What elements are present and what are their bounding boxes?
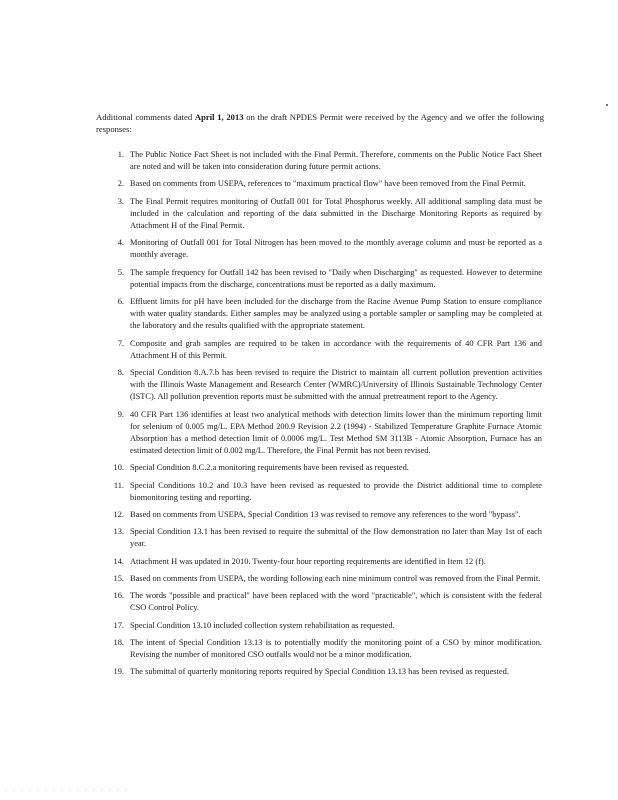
list-item xyxy=(110,480,542,504)
item-text: Effluent limits for pH have been included for the discharge from the Racine Avenue Pump Station to ensure compliance with water quality standards. Either samples may be analyzed using a portable sampler or sampling may be completed at the laboratory and the results qualified with the appropriate statement. xyxy=(130,297,542,331)
item-number: 9. xyxy=(117,409,124,419)
item-number: 6. xyxy=(117,297,124,307)
item-text: The Final Permit requires monitoring of Outfall 001 for Total Phosphorus weekly. All additional sampling data must be included in the calculation and reporting of the data submitted in the Discharge Monitoring Reports as required by Attachment H of the Final Permit. xyxy=(130,196,542,231)
item-number: 5. xyxy=(117,267,124,277)
item-text: Special Condition 13.10 included collection system rehabilitation as requested. xyxy=(130,620,395,630)
item-number: 4. xyxy=(117,238,124,248)
item-number: 12. xyxy=(113,510,124,520)
list-item xyxy=(110,149,542,173)
intro-before: Additional comments dated xyxy=(96,112,195,122)
item-number: 11. xyxy=(113,480,124,490)
item-number: 1. xyxy=(117,150,124,159)
item-text: Special Condition 8.C.2.a monitoring requirements have been revised as requested. xyxy=(130,463,409,473)
item-number: 16. xyxy=(113,591,124,601)
item-number: 3. xyxy=(117,196,124,206)
list-item xyxy=(110,237,542,261)
list-item xyxy=(110,666,542,678)
item-text: Special Conditions 10.2 and 10.3 have been revised as requested to provide the District additional time to complete biomonitoring testing and reporting. xyxy=(130,480,542,502)
item-text: Special Condition 13.1 has been revised to require the submittal of the flow demonstration no later than May 1st of each year. xyxy=(130,527,542,549)
list-item xyxy=(110,267,542,291)
list-item xyxy=(110,196,542,233)
list-item xyxy=(110,178,542,190)
item-text: Composite and grab samples are required to be taken in accordance with the requirements of 40 CFR Part 136 and Attachment H of this Permit. xyxy=(130,338,542,360)
item-number: 15. xyxy=(113,573,124,583)
item-text: Attachment H was updated in 2010. Twenty-four hour reporting requirements are identified in Item 12 (f). xyxy=(130,556,486,566)
list-item xyxy=(110,590,542,614)
item-text: Based on comments from USEPA, Special Condition 13 was revised to remove any references to the word "bypass". xyxy=(130,510,521,520)
scan-speck xyxy=(606,104,608,106)
item-text: The sample frequency for Outfall 142 has been revised to "Daily when Discharging" as requested. However to determine potential impacts from the discharge, concentrations must be reported as a daily maximum. xyxy=(130,267,542,289)
list-item xyxy=(110,338,542,362)
list-item xyxy=(110,573,542,585)
item-text: Based on comments from USEPA, references to "maximum practical flow" have been removed from the Final Permit. xyxy=(130,179,526,189)
list-item xyxy=(110,509,542,521)
item-text: The words "possible and practical" have been replaced with the word "practicable", which is consistent with the federal CSO Control Policy. xyxy=(130,591,542,613)
list-item xyxy=(110,367,542,404)
intro-date: April 1, 2013 xyxy=(194,112,244,122)
list-item xyxy=(110,556,542,568)
item-text: The intent of Special Condition 13.13 is to potentially modify the monitoring point of a CSO by minor modification. Revising the number of monitored CSO outfalls would not be a minor modification. xyxy=(130,637,542,659)
item-number: 7. xyxy=(117,338,124,348)
item-number: 19. xyxy=(113,667,124,677)
list-item xyxy=(110,462,542,474)
list-item xyxy=(110,526,542,550)
list-item xyxy=(110,637,542,661)
item-text: The submittal of quarterly monitoring reports required by Special Condition 13.13 has been revised as requested. xyxy=(130,667,509,677)
item-number: 18. xyxy=(113,637,124,647)
item-number: 8. xyxy=(117,368,124,378)
list-item xyxy=(110,409,542,458)
intro-after: on the draft NPDES Permit were received by the Agency and we offer the following responses: xyxy=(96,112,544,135)
item-text: Based on comments from USEPA, the wording following each nine minimum control was removed from the Final Permit. xyxy=(130,573,541,583)
list-item xyxy=(110,296,542,333)
page-footer: · · · · · · · · · · · · · · · · xyxy=(4,788,129,794)
list-item xyxy=(110,620,542,632)
item-number: 13. xyxy=(113,527,124,537)
item-number: 14. xyxy=(113,556,124,566)
responses-list xyxy=(110,149,542,683)
item-number: 17. xyxy=(113,620,124,630)
item-number: 2. xyxy=(117,179,124,189)
item-text: Monitoring of Outfall 001 for Total Nitrogen has been moved to the monthly average column and must be reported as a monthly average. xyxy=(130,238,542,260)
item-text: Special Condition 8.A.7.b has been revised to require the District to maintain all current pollution prevention activities with the Illinois Waste Management and Research Center (WMRC)/University of Illinois Sustainable Technology Center (ISTC). All pollution prevention reports must be submitted with the annual pretreatment report to the Agency. xyxy=(130,368,542,402)
item-text: 40 CFR Part 136 identifies at least two analytical methods with detection limits lower than the minimum reporting limit for selenium of 0.005 mg/L. EPA Method 200.9 Revision 2.2 (1994) - Stabilized Temperature Graphite Furnace Atomic Absorption has a method detection limit of 0.0006 mg/L. Test Method SM 3113B - Atomic Absorption, Furnace has an estimated detection limit of 0.002 mg/L. Therefore, the Final Permit has not been revised. xyxy=(130,409,542,456)
item-text: The Public Notice Fact Sheet is not included with the Final Permit. Therefore, comments on the Public Notice Fact Sheet are noted and will be taken into consideration during future permit actions. xyxy=(130,150,542,172)
item-number: 10. xyxy=(113,463,124,473)
intro-paragraph xyxy=(96,111,544,135)
